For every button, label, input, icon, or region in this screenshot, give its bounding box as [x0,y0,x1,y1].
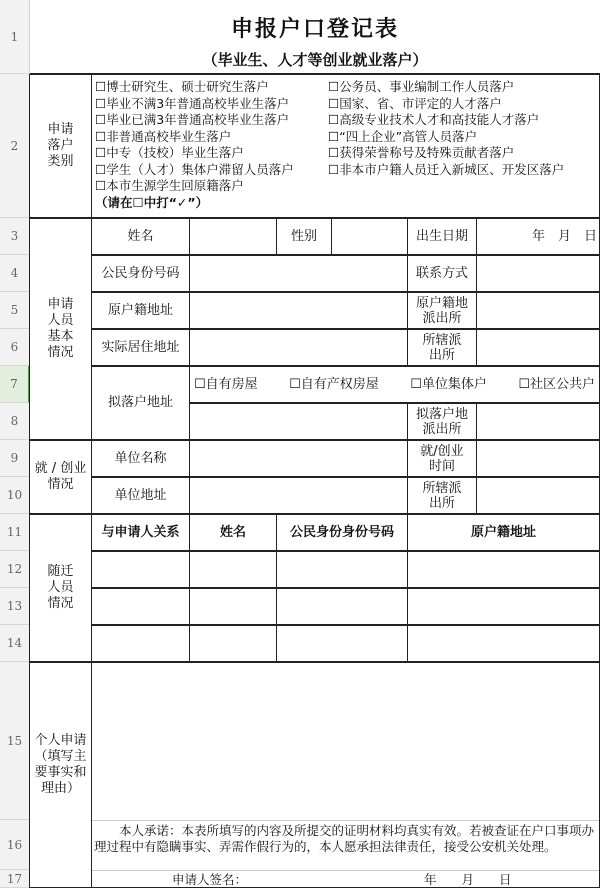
unit-name-input[interactable] [189,440,408,477]
family-cell[interactable] [276,625,408,662]
actual-addr-input[interactable] [189,329,408,366]
category-option[interactable]: ☐高级专业技术人才和高技能人才落户 [328,112,540,127]
orig-addr-label: 原户籍地址 [91,292,190,329]
target-police-label: 拟落户地派出所 [407,403,477,440]
category-option[interactable]: ☐“四上企业”高管人员落户 [328,128,478,144]
family-cell[interactable] [91,551,190,588]
gender-input[interactable] [331,218,408,255]
family-cell[interactable] [407,551,600,588]
category-option[interactable]: ☐国家、省、市评定的人才落户 [328,95,502,111]
family-cell[interactable] [91,625,190,662]
signature-date: 年 月 日 [424,872,512,887]
actual-police-label: 所辖派出所 [407,329,477,366]
work-time-input[interactable] [476,440,600,477]
unit-addr-label: 单位地址 [91,477,190,514]
unit-addr-input[interactable] [189,477,408,514]
target-option[interactable]: ☐自有产权房屋 [289,376,379,392]
row-header[interactable]: 3 [0,218,30,255]
category-label: 申请落户类别 [29,74,92,218]
row-header[interactable]: 10 [0,477,30,514]
family-cell[interactable] [91,588,190,625]
family-cell[interactable] [407,625,600,662]
family-header-id: 公民身份身份号码 [276,514,408,551]
row-header[interactable]: 6 [0,329,30,366]
row-header[interactable]: 14 [0,625,30,662]
family-cell[interactable] [276,551,408,588]
contact-label: 联系方式 [407,255,477,292]
target-option[interactable]: ☐自有房屋 [194,376,258,392]
orig-addr-input[interactable] [189,292,408,329]
target-option[interactable]: ☐单位集体户 [410,376,487,392]
birth-input[interactable]: 年 月 日 [476,218,600,255]
category-option[interactable]: ☐博士研究生、硕士研究生落户 [95,79,269,94]
category-option[interactable]: ☐毕业不满3年普通高校毕业生落户 [95,95,290,111]
target-option[interactable]: ☐社区公共户 [518,376,595,392]
row-header[interactable]: 9 [0,440,30,477]
name-label: 姓名 [91,218,190,255]
category-option[interactable]: ☐非本市户籍人员迁入新城区、开发区落户 [328,161,565,177]
category-option[interactable]: ☐本市生源学生回原籍落户 [95,178,244,193]
form-title-cell[interactable] [30,0,600,74]
category-options[interactable] [91,74,600,218]
category-option[interactable]: ☐公务员、事业编制工作人员落户 [328,79,515,94]
row-header[interactable]: 1 [0,0,30,74]
row-header[interactable]: 16 [0,820,30,870]
category-option[interactable]: ☐中专（技校）毕业生落户 [95,145,244,160]
apply-label: 个人申请（填写主要事实和理由） [29,662,92,888]
family-cell[interactable] [276,588,408,625]
row-header[interactable]: 8 [0,403,30,440]
apply-area[interactable] [91,662,600,888]
birth-label: 出生日期 [407,218,477,255]
signature-row[interactable] [92,870,599,888]
actual-police-input[interactable] [476,329,600,366]
id-label: 公民身份号码 [91,255,190,292]
work-time-label: 就/创业时间 [407,440,477,477]
row-header-selected[interactable]: 7 [0,366,30,403]
family-cell[interactable] [189,625,277,662]
basic-info-label: 申请人员基本情况 [29,218,92,440]
contact-input[interactable] [476,255,600,292]
work-police-input[interactable] [476,477,600,514]
row-header[interactable]: 17 [0,870,30,888]
work-label: 就 / 创业情况 [29,440,92,514]
category-note: （请在☐中打“✓”） [95,194,209,210]
family-cell[interactable] [407,588,600,625]
family-header-name: 姓名 [189,514,277,551]
family-label: 随迁人员情况 [29,514,92,662]
id-input[interactable] [189,255,408,292]
family-cell[interactable] [189,588,277,625]
gender-label: 性别 [276,218,332,255]
row-header[interactable]: 15 [0,662,30,820]
target-options[interactable] [189,366,600,403]
signature-label: 申请人签名： [172,872,248,887]
family-header-relation: 与申请人关系 [91,514,190,551]
category-option[interactable]: ☐毕业已满3年普通高校毕业生落户 [95,112,290,127]
pledge-text: 本人承诺：本表所填写的内容及所提交的证明材料均真实有效。若被查证在户口事项办理过程中有隐瞒事实、弄需作假行为的，本人愿承担法律责任，接受公安机关处理。 [92,820,599,854]
target-addr-label: 拟落户地址 [91,366,190,440]
category-option[interactable]: ☐学生（人才）集体户滞留人员落户 [95,161,294,177]
work-police-label: 所辖派出所 [407,477,477,514]
row-header[interactable]: 13 [0,588,30,625]
unit-name-label: 单位名称 [91,440,190,477]
orig-police-label: 原户籍地派出所 [407,292,477,329]
target-police-input[interactable] [476,403,600,440]
row-header[interactable]: 4 [0,255,30,292]
row-header[interactable]: 5 [0,292,30,329]
row-header[interactable]: 2 [0,74,30,218]
row-header[interactable]: 11 [0,514,30,551]
category-option[interactable]: ☐非普通高校毕业生落户 [95,128,232,144]
form-title: 申报户口登记表 [230,16,399,42]
family-cell[interactable] [189,551,277,588]
category-option[interactable]: ☐获得荣誉称号及特殊贡献者落户 [328,145,515,160]
orig-police-input[interactable] [476,292,600,329]
family-header-address: 原户籍地址 [407,514,600,551]
row-header[interactable]: 12 [0,551,30,588]
name-input[interactable] [189,218,277,255]
form-subtitle: （毕业生、人才等创业就业落户） [202,51,428,69]
actual-addr-label: 实际居住地址 [91,329,190,366]
target-addr-input[interactable] [189,403,408,440]
